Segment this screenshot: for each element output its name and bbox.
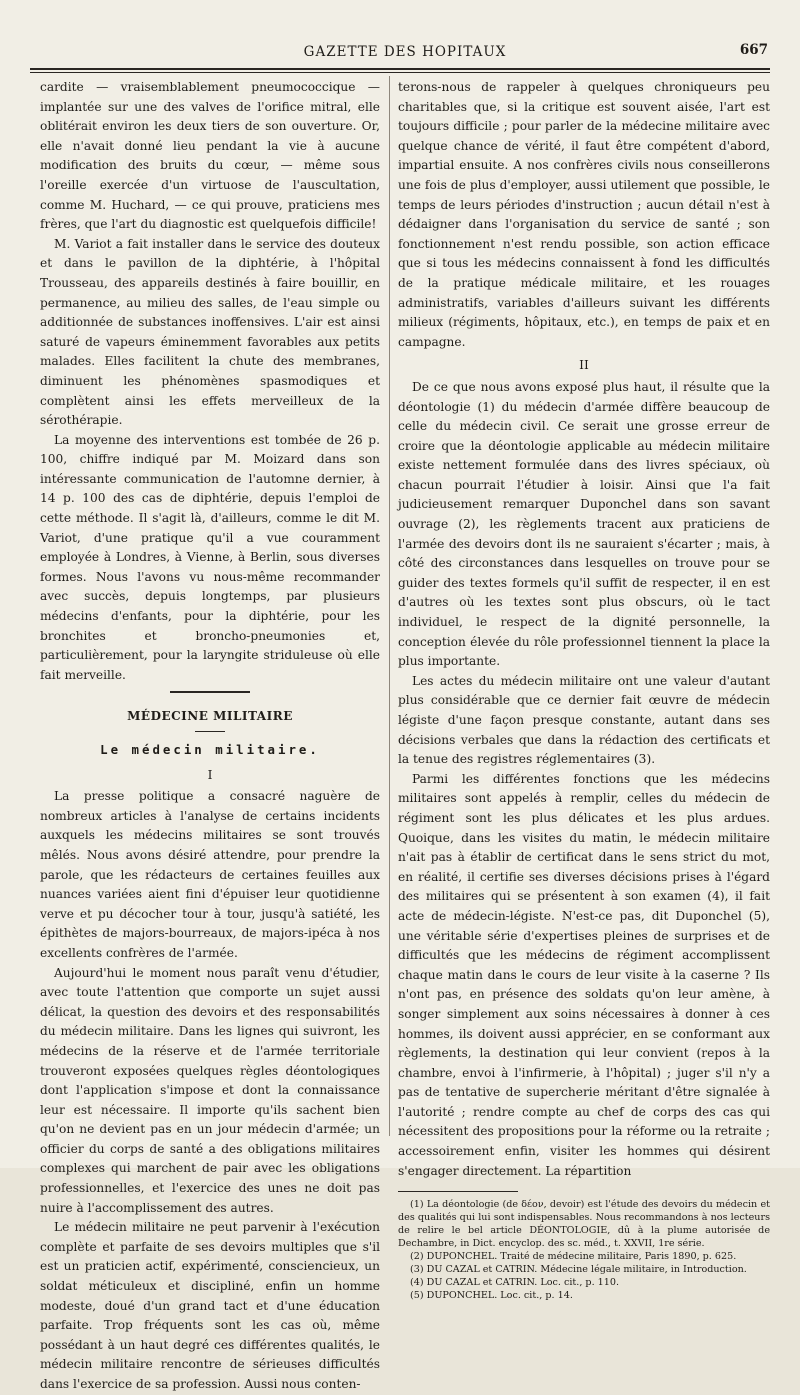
paragraph: La presse politique a consacré naguère de nombreux articles à l'analyse de certains incidents auxquels les médecins militaires se sont trouvés mêlés. Nous avons désiré attendre, pour prendre la parole, que les rédacteurs de certaines feuilles aux nuances variées aient fini d'épuiser leur quotidienne verve et pu décocher tour à tour, jusqu'à satiété, les épithètes de majors-bourreaux, de majors-ipéca à nos excellents confrères de l'armée. xyxy=(40,789,380,960)
paragraph: M. Variot a fait installer dans le service des douteux et dans le pavillon de la diphtérie, à l'hôpital Trousseau, des appareils destinés à faire bouillir, en permanence, au milieu des salles, de l'eau simple ou additionnée de substances inoffensives. L'air est ainsi saturé de vapeurs éminemment favorables aux petits malades. Elles facilitent la chute des membranes, diminuent les phénomènes spasmodiques et complètent ainsi les effets merveilleux de la sérothérapie. xyxy=(40,236,380,428)
part-number: I xyxy=(207,767,213,782)
header-rule-thin xyxy=(30,72,770,73)
article-title: Le médecin militaire. xyxy=(100,742,320,757)
footnote-rule xyxy=(398,1191,518,1192)
page-number: 667 xyxy=(739,42,768,58)
paragraph: La moyenne des interventions est tombée de 26 p. 100, chiffre indiqué par M. Moizard dans son intéressante communication de l'automne dernier, à 14 p. 100 des cas de diphtérie, depuis l'emploi de cette méthode. Il s'agit là, d'ailleurs, comme le dit M. Variot, d'une pratique qu'il a vue couramment employée à Londres, à Vienne, à Berlin, sous diverses formes. Nous l'avons vu nous-même recommander avec succès, depuis longtemps, par plusieurs médecins d'enfants, pour la diphtérie, pour les bronchites et broncho-pneumonies et, particulièrement, pour la laryngite striduleuse où elle fait merveille. xyxy=(40,432,380,682)
article-separator xyxy=(40,691,380,693)
paragraph: Aujourd'hui le moment nous paraît venu d'étudier, avec toute l'attention que comporte un sujet aussi délicat, la question des devoirs et des responsabilités du médecin militaire. Dans les lignes qui suivront, les médecins de la réserve et de l'armée territoriale trouveront exposées quelques règles déontologiques dont l'application s'impose et dont la connaissance leur est nécessaire. Il importe qu'ils sachent bien qu'on ne devient pas en un jour médecin d'armée; un officier du corps de santé a des obligations militaires complexes qui marchent de pair avec les obligations professionnelles, et l'exercice des unes ne doit pas nuire à l'accomplissement des autres. xyxy=(40,965,380,1215)
section-rule xyxy=(195,731,225,732)
section-title: MÉDECINE MILITAIRE xyxy=(127,709,293,724)
paragraph: Les actes du médecin militaire ont une valeur d'autant plus considérable que ce dernier fait œuvre de médecin légiste d'une façon presque constante, autant dans ses décisions verbales que dans la rédaction des certificats et la tenue des registres réglementaires (3). xyxy=(398,673,770,767)
part-number: II xyxy=(579,358,589,373)
paragraph: De ce que nous avons exposé plus haut, il résulte que la déontologie (1) du médecin d'armée diffère beaucoup de celle du médecin civil. Ce serait une grosse erreur de croire que la déontologie applicable au médecin militaire existe nettement formulée dans des livres spéciaux, où chacun pourrait l'étudier à loisir. Ainsi que l'a fait judicieusement remarquer Duponchel dans son savant ouvrage (2), les règlements tracent aux praticiens de l'armée des devoirs dont ils ne sauraient s'écarter ; mais, à côté des circonstances dans lesquelles on trouve pour se guider des textes formels qu'il suffit de respecter, il en est d'autres où les textes sont plus obscurs, où le tact individuel, le respect de la dignité personnelle, la conception élevée du rôle professionnel tiennent la place la plus importante. xyxy=(398,379,770,669)
column-divider xyxy=(389,76,390,1136)
paragraph: Parmi les différentes fonctions que les médecins militaires sont appelés à remplir, celles du médecin de régiment sont les plus délicates et les plus ardues. Quoique, dans les visites du matin, le médecin militaire n'ait pas à établir de certificat dans le sens strict du mot, en réalité, il certifie ses diverses décisions prises à l'égard des militaires qui se présentent à son examen (4), il fait acte de médecin-légiste. N'est-ce pas, dit Duponchel (5), une véritable série d'expertises pleines de surprises et de difficultés que les médecins de régiment accomplissent chaque matin dans le cours de leur visite à la caserne ? Ils n'ont pas, en présence des soldats qu'on leur amène, à songer simplement aux soins nécessaires à donner à ces hommes, ils doivent aussi apprécier, en se conformant aux règlements, la destination qui leur convient (repos à la chambre, envoi à l'infirmerie, à l'hôpital) ; juger s'il n'y a pas de tentative de supercherie méritant d'être signalée à l'autorité ; rendre compte au chef de corps des cas qui nécessitent des propositions pour la réforme ou la retraite ; accessoirement enfin, visiter les hommes qui désirent s'engager directement. La répartition xyxy=(398,771,770,1178)
footnote: (2) DUPONCHEL. Traité de médecine militaire, Paris 1890, p. 625. xyxy=(410,1251,737,1263)
footnote: (5) DUPONCHEL. Loc. cit., p. 14. xyxy=(410,1290,573,1302)
paragraph: Le médecin militaire ne peut parvenir à l'exécution complète et parfaite de ses devoirs multiples que s'il est un praticien actif, expérimenté, consciencieux, un soldat méticuleux et discipliné, enfin un homme modeste, doué d'un grand tact et d'une éducation parfaite. Trop fréquents sont les cas où, même possédant à un haut degré ces différentes qualités, le médecin militaire rencontre de sérieuses difficultés dans l'exercice de sa profession. Aussi nous conten- xyxy=(40,1220,380,1391)
footnote: (1) La déontologie (de δέον, devoir) est l'étude des devoirs du médecin et des qualités qui lui sont indispensables. Nous recommandons à nos lecteurs de relire le bel article DÉONTOLOGIE, dû à la plume autorisée de Dechambre, in Dict. encyclop. des sc. méd., t. XXVII, 1re série. xyxy=(398,1199,770,1250)
running-title: GAZETTE DES HOPITAUX xyxy=(303,44,507,60)
right-column xyxy=(398,78,770,1302)
paragraph: terons-nous de rappeler à quelques chroniqueurs peu charitables que, si la critique est souvent aisée, l'art est toujours difficile ; pour parler de la médecine militaire avec quelque chance de vérité, il faut être compétent d'abord, impartial ensuite. A nos confrères civils nous conseillerons une fois de plus d'employer, aussi utilement que possible, le temps de leurs périodes d'instruction ; aucun détail n'est à dédaigner dans l'organisation du service de santé ; son fonctionnement n'est rendu possible, son action efficace que si tous les médecins connaissent à fond les difficultés de la pratique médicale militaire, et les rouages administratifs, variables d'ailleurs suivant les différents milieux (régiments, hôpitaux, etc.), en temps de paix et en campagne. xyxy=(398,80,770,349)
page-header xyxy=(40,38,770,64)
left-column xyxy=(40,78,380,1395)
paragraph: cardite — vraisemblablement pneumococcique — implantée sur une des valves de l'orifice mitral, elle oblitérait environ les deux tiers de son ouverture. Or, elle n'avait donné lieu pendant la vie à aucune modification des bruits du cœur, — même sous l'oreille exercée d'un virtuose de l'auscultation, comme M. Huchard, — ce qui prouve, praticiens mes frères, que l'art du diagnostic est quelquefois difficile! xyxy=(40,80,380,232)
footnote: (3) DU CAZAL et CATRIN. Médecine légale militaire, in Introduction. xyxy=(410,1264,747,1276)
footnote: (4) DU CAZAL et CATRIN. Loc. cit., p. 110. xyxy=(410,1277,620,1289)
header-rule-thick xyxy=(30,68,770,70)
